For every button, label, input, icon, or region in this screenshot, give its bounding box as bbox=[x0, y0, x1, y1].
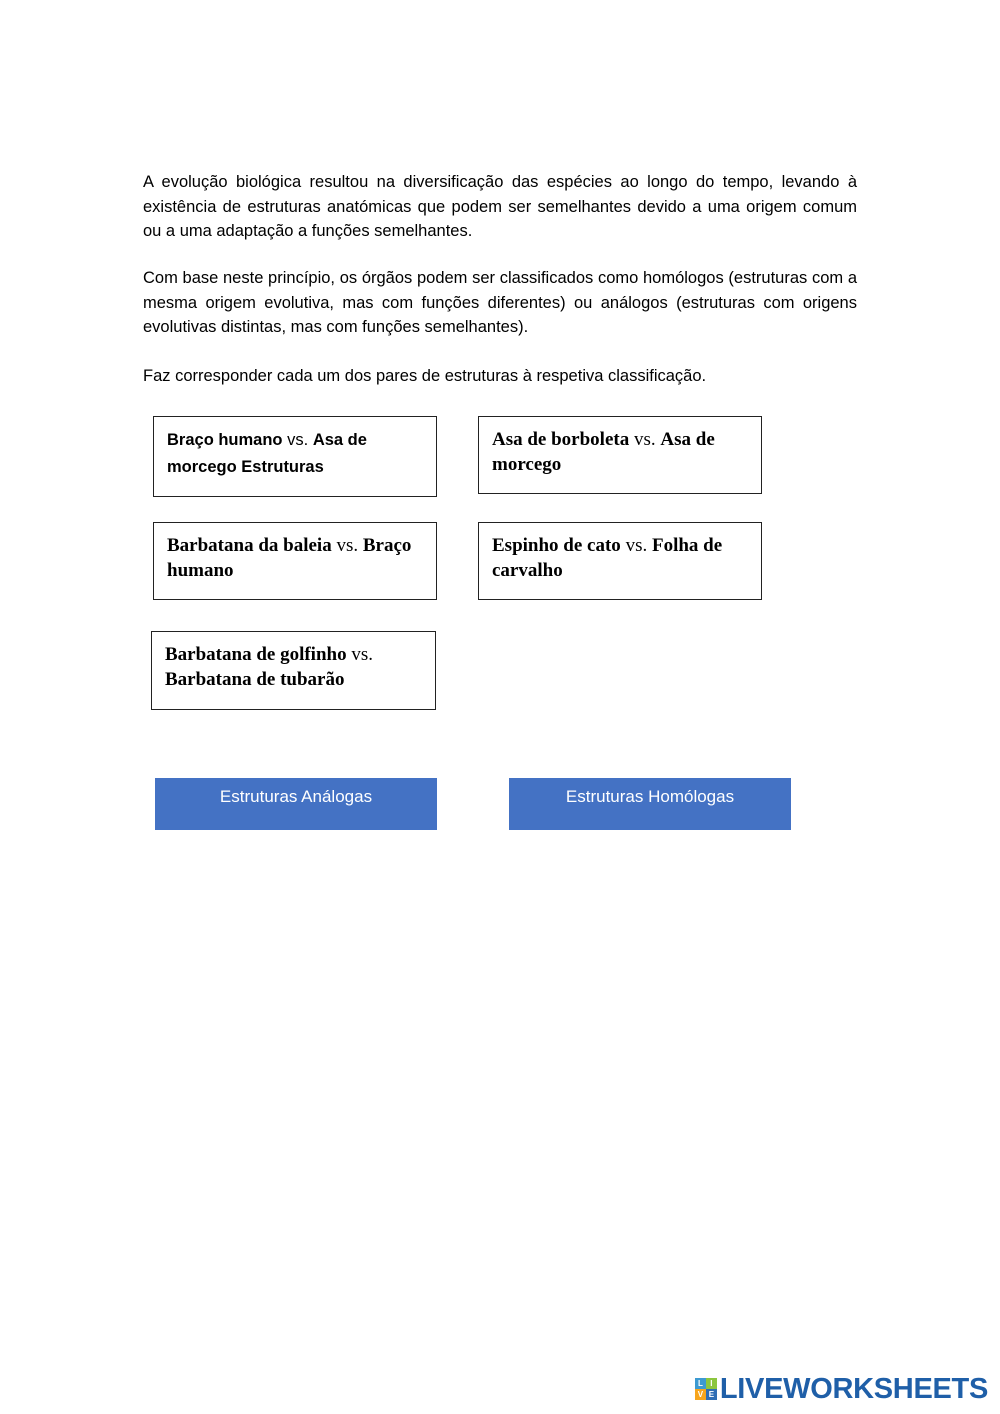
intro-paragraph-2: Com base neste princípio, os órgãos podem ser classificados como homólogos (estruturas com a mesma origem evolutiva, mas com funções diferentes) ou análogos (estruturas com origens evolutivas distintas, mas com funções semelhantes). bbox=[143, 269, 857, 336]
card-term-a: Barbatana de golfinho bbox=[165, 644, 347, 665]
drag-card-cato-carvalho[interactable] bbox=[478, 522, 762, 600]
card-vs: vs. bbox=[336, 535, 359, 556]
logo-letter: L bbox=[695, 1378, 706, 1389]
drag-card-borboleta-morcego[interactable] bbox=[478, 416, 762, 494]
logo-letter: E bbox=[706, 1389, 717, 1400]
card-term-b: Asa de morcego Estruturas bbox=[167, 431, 367, 476]
card-term-a: Braço humano bbox=[167, 431, 283, 449]
drag-card-golfinho-tubarao[interactable] bbox=[151, 631, 436, 710]
logo-letter: V bbox=[695, 1389, 706, 1400]
drop-target-homologas[interactable]: Estruturas Homólogas bbox=[509, 778, 791, 830]
card-vs: vs. bbox=[633, 429, 656, 450]
card-term-b: Barbatana de tubarão bbox=[165, 669, 345, 690]
card-term-a: Espinho de cato bbox=[492, 535, 621, 556]
drop-target-analogas[interactable]: Estruturas Análogas bbox=[155, 778, 437, 830]
logo-letter: I bbox=[706, 1378, 717, 1389]
liveworksheets-logo bbox=[695, 1374, 988, 1404]
card-term-b: Folha de carvalho bbox=[492, 535, 723, 581]
card-term-b: Asa de morcego bbox=[492, 429, 715, 475]
liveworksheets-logo-icon bbox=[695, 1378, 717, 1400]
drag-card-braco-asa-morcego[interactable] bbox=[153, 416, 437, 497]
intro-paragraph-1: A evolução biológica resultou na diversificação das espécies ao longo do tempo, levando à existência de estruturas anatómicas que podem ser semelhantes devido a uma origem comum ou a uma adaptação a funções semelhantes. bbox=[143, 173, 857, 240]
card-term-b: Braço humano bbox=[167, 535, 412, 581]
card-term-a: Asa de borboleta bbox=[492, 429, 630, 450]
liveworksheets-logo-text: LIVEWORKSHEETS bbox=[719, 1372, 988, 1405]
instruction-text: Faz corresponder cada um dos pares de estruturas à respetiva classificação. bbox=[143, 367, 707, 385]
drag-card-baleia-braco[interactable] bbox=[153, 522, 437, 600]
card-vs: vs. bbox=[625, 535, 648, 556]
card-vs: vs. bbox=[287, 431, 309, 449]
card-vs: vs. bbox=[351, 644, 373, 665]
card-term-a: Barbatana da baleia bbox=[167, 535, 332, 556]
